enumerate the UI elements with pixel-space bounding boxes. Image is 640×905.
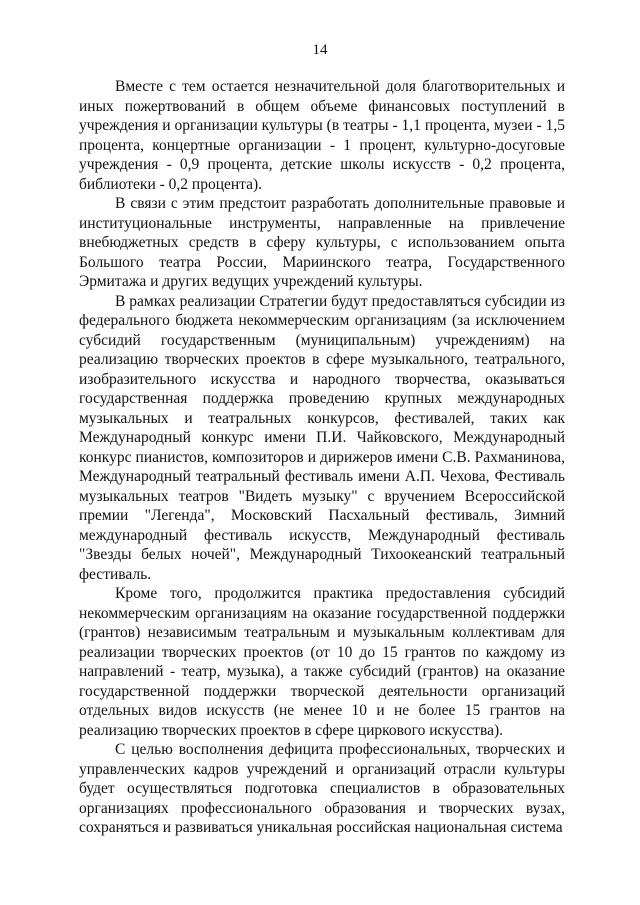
page-number: 14 [312,42,328,58]
paragraph-subsidies-festivals: В рамках реализации Стратегии будут предоставляться субсидии из федерального бюджета некоммерческим организациям (за исключением субсидий государственным (муниципальным) учреждениям) на реализацию творческих проектов в сфере музыкального, театрального, изобразительного искусства и народного творчества, оказываться государственная поддержка проведению крупных международных музыкальных и театральных конкурсов, фестивалей, таких как Международный конкурс имени П.И. Чайковского, Международный конкурс пианистов, композиторов и дирижеров имени С.В. Рахманинова, Международный театральный фестиваль имени А.П. Чехова, Фестиваль музыкальных театров "Видеть музыку" с вручением Всероссийской премии "Легенда", Московский Пасхальный фестиваль, Зимний международный фестиваль искусств, Международный фестиваль "Звезды белых ночей", Международный Тихоокеанский театральный фестиваль. [79,292,565,583]
paragraph-legal-instruments: В связи с этим предстоит разработать дополнительные правовые и институциональные инструменты, направленные на привлечение внебюджетных средств в сферу культуры, с использованием опыта Большого театра России, Мариинского театра, Государственного Эрмитажа и других ведущих учреждений культуры. [79,195,565,290]
document-body [79,77,565,838]
paragraph-grants: Кроме того, продолжится практика предоставления субсидий некоммерческим организациям на оказание государственной поддержки (грантов) независимым театральным и музыкальным коллективам для реализации творческих проектов (от 10 до 15 грантов по каждому из направлений - театр, музыка), а также субсидий (грантов) на оказание государственной поддержки творческой деятельности организаций отдельных видов искусств (не менее 10 и не более 15 грантов на реализацию творческих проектов в сфере циркового искусства). [79,585,565,739]
paragraph-personnel-training: С целью восполнения дефицита профессиональных, творческих и управленческих кадров учреждений и организаций отрасли культуры будет осуществляться подготовка специалистов в образовательных организациях профессионального образования и творческих вузах, сохраняться и развиваться уникальная российская национальная система [79,741,565,836]
paragraph-donations: Вместе с тем остается незначительной доля благотворительных и иных пожертвований в общем объеме финансовых поступлений в учреждения и организации культуры (в театры - 1,1 процента, музеи - 1,5 процента, концертные организации - 1 процент, культурно-досуговые учреждения - 0,9 процента, детские школы искусств - 0,2 процента, библиотеки - 0,2 процента). [79,78,565,193]
